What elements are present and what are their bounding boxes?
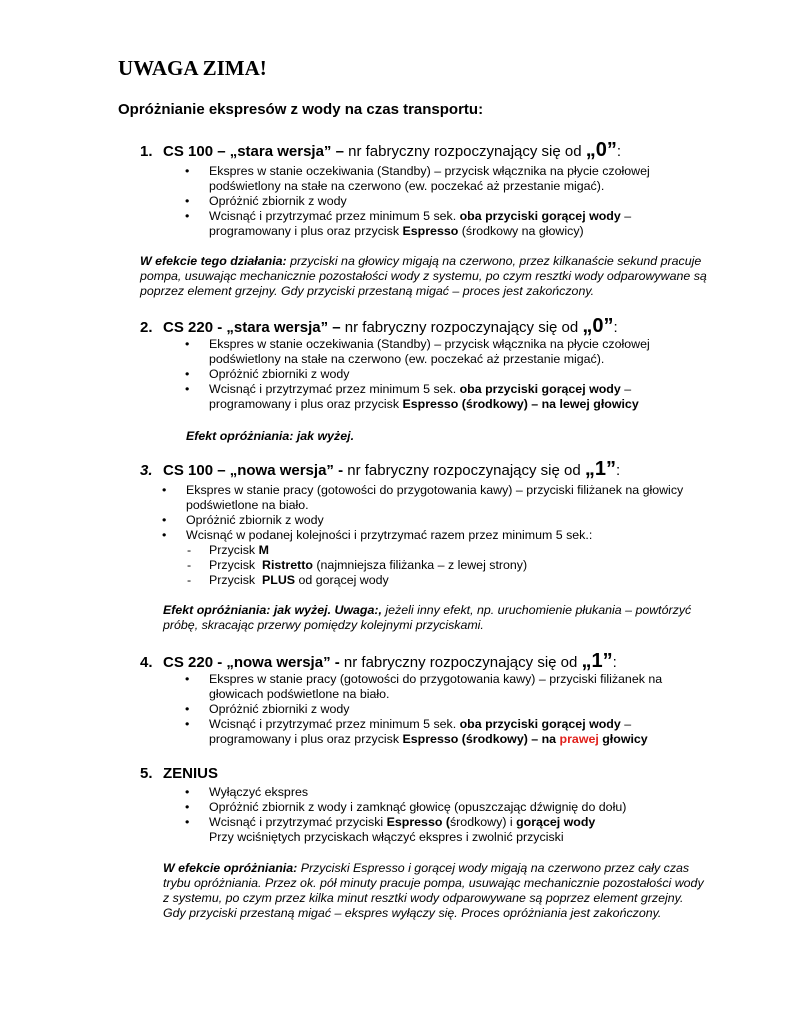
dash-icon: - xyxy=(187,573,192,587)
page-subtitle: Opróżnianie ekspresów z wody na czas transportu: xyxy=(118,101,484,118)
note-label: Efekt opróżniania: jak wyżej. Uwaga:, xyxy=(163,603,382,617)
bullet-icon: • xyxy=(185,194,190,208)
bullet-icon: • xyxy=(185,800,190,814)
bullet-icon: • xyxy=(162,513,167,527)
list-item-text: programowany i plus oraz przycisk xyxy=(209,732,403,746)
list-item-text: (środkowy na głowicy) xyxy=(458,224,584,238)
bullet-icon: • xyxy=(185,815,190,829)
list-item xyxy=(185,194,709,209)
dash-icon: - xyxy=(187,558,192,572)
list-item xyxy=(187,543,527,558)
list-item-text: środkowy) i xyxy=(449,815,517,829)
section-serial-prefix: „0” xyxy=(582,315,614,337)
list-item xyxy=(162,483,726,513)
bullet-icon: • xyxy=(185,672,190,686)
list-item-text: Przycisk xyxy=(209,573,263,587)
note-label: W efekcie tego działania: xyxy=(140,254,287,268)
list-item-text: Opróżnić zbiorniki z wody xyxy=(209,367,350,381)
list-item-text: Przy wciśniętych przyciskach włączyć ekspres i zwolnić przyciski xyxy=(209,830,564,844)
list-item-text: Opróżnić zbiornik z wody i zamknąć głowicę (opuszczając dźwignię do dołu) xyxy=(209,800,627,814)
list-item-text: Opróżnić zbiornik z wody xyxy=(186,513,324,527)
note-text: Przyciski Espresso i gorącej wody migają na czerwono przez cały czas xyxy=(297,861,690,875)
section-3-steps xyxy=(162,483,726,543)
list-item-text: Ekspres w stanie pracy (gotowości do przygotowania kawy) – przyciski filiżanek na głowicy xyxy=(186,483,684,497)
button-name: M xyxy=(258,543,269,557)
section-serial-prefix: „0” xyxy=(585,139,617,161)
list-item xyxy=(162,528,726,543)
note-text: próbę, skracając przerwy pomiędzy kolejnymi przyciskami. xyxy=(163,618,484,632)
list-item xyxy=(185,367,709,382)
list-item-text: Wyłączyć ekspres xyxy=(209,785,309,799)
dash-icon: - xyxy=(187,543,192,557)
list-item xyxy=(185,815,709,845)
section-number: 3. xyxy=(140,462,153,479)
section-heading-text: nr fabryczny rozpoczynający się od xyxy=(343,143,586,160)
list-item-text-bold: głowicy xyxy=(598,732,648,746)
highlight-text: prawej xyxy=(559,732,599,746)
section-serial-prefix: „1” xyxy=(581,650,613,672)
section-model: CS 220 - „nowa wersja” - xyxy=(163,654,340,671)
list-item xyxy=(162,513,726,528)
list-item-text: podświetlony na stałe na czerwono (ew. poczekać aż przestanie migać). xyxy=(209,179,605,193)
list-item-text-bold: Espresso ( xyxy=(386,815,450,829)
section-number: 2. xyxy=(140,319,153,336)
list-item xyxy=(185,164,709,194)
list-item-text-bold: oba przyciski gorącej wody xyxy=(459,382,621,396)
list-item xyxy=(185,209,709,239)
list-item-text: programowany i plus oraz przycisk xyxy=(209,224,403,238)
note-text: Gdy przyciski przestaną migać – ekspres wyłączy się. Proces opróżniania jest zakończony. xyxy=(163,906,662,920)
bullet-icon: • xyxy=(162,483,167,497)
list-item-text-bold: Espresso (środkowy) – na xyxy=(402,732,560,746)
list-item-text: – xyxy=(620,382,632,396)
list-item-text: Wcisnąć i przytrzymać przyciski xyxy=(209,815,387,829)
section-model: ZENIUS xyxy=(163,765,219,782)
list-item-text: Przycisk xyxy=(209,558,263,572)
section-1-note xyxy=(140,254,740,299)
list-item-text-bold: oba przyciski gorącej wody xyxy=(459,209,621,223)
note-label: Efekt opróżniania: jak wyżej. xyxy=(186,429,355,443)
section-heading-colon: : xyxy=(616,143,622,160)
list-item xyxy=(187,573,527,588)
bullet-icon: • xyxy=(185,785,190,799)
section-model: CS 100 – „nowa wersja” - xyxy=(163,462,344,479)
list-item-text: Wcisnąć w podanej kolejności i przytrzymać razem przez minimum 5 sek.: xyxy=(186,528,593,542)
list-item-text: głowicach podświetlone na biało. xyxy=(209,687,390,701)
list-item-text-bold: oba przyciski gorącej wody xyxy=(459,717,621,731)
note-text: poprzez element grzejny. Gdy przyciski przestaną migać – proces jest zakończony. xyxy=(140,284,595,298)
bullet-icon: • xyxy=(185,702,190,716)
bullet-icon: • xyxy=(185,382,190,396)
list-item xyxy=(187,558,528,573)
list-item-text: Opróżnić zbiornik z wody xyxy=(209,194,347,208)
button-name: PLUS xyxy=(262,573,296,587)
section-serial-prefix: „1” xyxy=(584,458,616,480)
bullet-icon: • xyxy=(185,337,190,351)
list-item-text-bold: Espresso xyxy=(402,224,459,238)
bullet-icon: • xyxy=(185,209,190,223)
list-item-text: – xyxy=(620,209,632,223)
note-label: W efekcie opróżniania: xyxy=(163,861,298,875)
bullet-icon: • xyxy=(185,367,190,381)
section-number: 4. xyxy=(140,654,153,671)
section-heading-text: nr fabryczny rozpoczynający się od xyxy=(340,319,583,336)
note-text: przyciski na głowicy migają na czerwono, przez kilkanaście sekund pracuje xyxy=(286,254,702,268)
list-item-text-bold: gorącej wody xyxy=(516,815,596,829)
list-item-text: Przycisk xyxy=(209,543,259,557)
section-heading-text: nr fabryczny rozpoczynający się od xyxy=(343,462,585,479)
section-number: 5. xyxy=(140,765,153,782)
section-heading-colon: : xyxy=(613,319,618,336)
section-model: CS 100 – „stara wersja” – xyxy=(163,143,344,160)
list-item xyxy=(185,800,709,815)
section-1-steps xyxy=(185,164,709,239)
note-text: trybu opróżniania. Przez ok. pół minuty pracuje pompa, usuwając mechanicznie pozostałości wody xyxy=(163,876,704,890)
list-item xyxy=(185,337,709,367)
list-item-text: podświetlony na stałe na czerwono (ew. poczekać aż przestanie migać). xyxy=(209,352,605,366)
section-heading-colon: : xyxy=(612,654,617,671)
list-item-text: programowany i plus oraz przycisk xyxy=(209,397,403,411)
list-item xyxy=(185,672,709,702)
note-text: z systemu, po czym przez kilka minut resztki wody odparowywane są poprzez element grzejny. xyxy=(163,891,684,905)
list-item-text: Wcisnąć i przytrzymać przez minimum 5 sek. xyxy=(209,717,460,731)
list-item-text: podświetlone na biało. xyxy=(186,498,309,512)
section-2-note xyxy=(186,429,354,444)
list-item-text: Opróżnić zbiorniki z wody xyxy=(209,702,350,716)
list-item-text: Ekspres w stanie oczekiwania (Standby) – przycisk włącznika na płycie czołowej xyxy=(209,164,650,178)
list-item xyxy=(185,717,709,747)
section-heading-colon: : xyxy=(615,462,621,479)
list-item-text: Ekspres w stanie pracy (gotowości do przygotowania kawy) – przyciski filiżanek na xyxy=(209,672,663,686)
section-heading-text: nr fabryczny rozpoczynający się od xyxy=(339,654,582,671)
section-3-button-sequence xyxy=(187,543,528,588)
note-text: jeżeli inny efekt, np. uruchomienie płukania – powtórzyć xyxy=(381,603,692,617)
section-2-steps xyxy=(185,337,709,412)
section-3-note xyxy=(163,603,743,633)
list-item-text: (najmniejsza filiżanka – z lewej strony) xyxy=(312,558,528,572)
button-name: Ristretto xyxy=(262,558,313,572)
note-text: pompa, usuwając mechanicznie pozostałości wody z systemu, po czym resztki wody odparowywane są xyxy=(140,269,707,283)
bullet-icon: • xyxy=(162,528,167,542)
bullet-icon: • xyxy=(185,164,190,178)
list-item-text: Wcisnąć i przytrzymać przez minimum 5 sek. xyxy=(209,209,460,223)
list-item xyxy=(185,382,709,412)
list-item-text: – xyxy=(620,717,632,731)
section-5-note xyxy=(163,861,753,921)
list-item xyxy=(185,702,709,717)
list-item-text: od gorącej wody xyxy=(295,573,389,587)
list-item-text-bold: Espresso (środkowy) – na lewej głowicy xyxy=(402,397,639,411)
section-5-steps xyxy=(185,785,709,845)
bullet-icon: • xyxy=(185,717,190,731)
list-item-text: Wcisnąć i przytrzymać przez minimum 5 sek. xyxy=(209,382,460,396)
list-item-text: Ekspres w stanie oczekiwania (Standby) – przycisk włącznika na płycie czołowej xyxy=(209,337,650,351)
list-item xyxy=(185,785,709,800)
page-title: UWAGA ZIMA! xyxy=(118,56,267,80)
section-model: CS 220 - „stara wersja” – xyxy=(163,319,341,336)
section-4-steps xyxy=(185,672,709,747)
section-number: 1. xyxy=(140,143,153,160)
